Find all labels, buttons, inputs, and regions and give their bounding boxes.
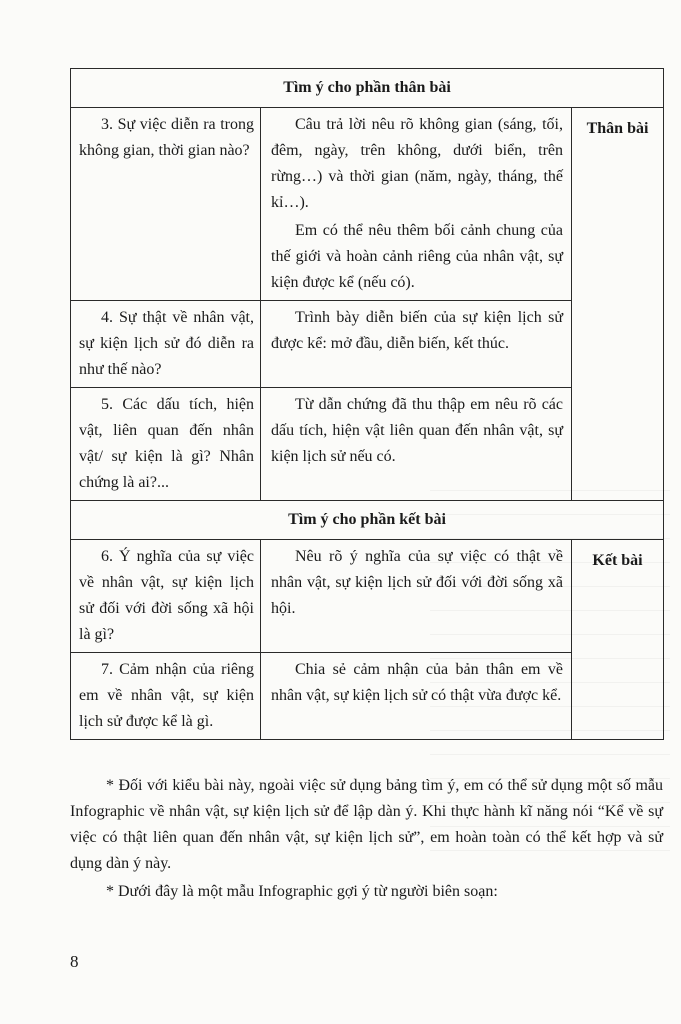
question-text: 5. Các dấu tích, hiện vật, liên quan đến nhân vật/ sự kiện là gì? Nhân chứng là ai?... — [79, 396, 254, 491]
answer-cell — [261, 388, 572, 501]
answer-cell — [261, 540, 572, 653]
answer-text: Câu trả lời nêu rõ không gian (sáng, tối, đêm, ngày, trên không, dưới biển, trên rừng…) và thời gian (năm, ngày, tháng, thế kỉ…). — [271, 116, 563, 211]
answer-text: Chia sẻ cảm nhận của bản thân em về nhân vật, sự kiện lịch sử có thật vừa được kể. — [271, 661, 563, 704]
page-number: 8 — [70, 952, 79, 971]
question-cell — [71, 301, 261, 388]
question-cell — [71, 388, 261, 501]
answer-text: Trình bày diễn biến của sự kiện lịch sử được kể: mở đầu, diễn biến, kết thúc. — [271, 309, 563, 352]
part-label-conclusion: Kết bài — [572, 540, 664, 740]
table-row — [71, 540, 664, 653]
section-header-row — [71, 69, 664, 108]
answer-cell — [261, 653, 572, 740]
answer-cell — [261, 108, 572, 301]
notes — [70, 773, 663, 905]
question-text: 6. Ý nghĩa của sự việc về nhân vật, sự kiện lịch sử đối với đời sống xã hội là gì? — [79, 548, 254, 643]
question-text: 7. Cảm nhận của riêng em về nhân vật, sự kiện lịch sử được kể là gì. — [79, 661, 254, 730]
note-paragraph: * Dưới đây là một mẫu Infographic gợi ý từ người biên soạn: — [106, 883, 498, 900]
question-text: 3. Sự việc diễn ra trong không gian, thời gian nào? — [79, 116, 254, 159]
part-label-body: Thân bài — [572, 108, 664, 501]
answer-text: Từ dẫn chứng đã thu thập em nêu rõ các dấu tích, hiện vật liên quan đến nhân vật, sự kiện lịch sử nếu có. — [271, 396, 563, 465]
question-cell — [71, 540, 261, 653]
question-text: 4. Sự thật về nhân vật, sự kiện lịch sử đó diễn ra như thế nào? — [79, 309, 254, 378]
section-header-row — [71, 501, 664, 540]
answer-text: Nêu rõ ý nghĩa của sự việc có thật về nhân vật, sự kiện lịch sử đối với đời sống xã hội. — [271, 548, 563, 617]
answer-text: Em có thể nêu thêm bối cảnh chung của thế giới và hoàn cảnh riêng của nhân vật, sự kiện được kể (nếu có). — [271, 222, 563, 291]
idea-finding-table — [70, 68, 664, 740]
question-cell — [71, 653, 261, 740]
body-section-title: Tìm ý cho phần thân bài — [71, 69, 664, 108]
conclusion-section-title: Tìm ý cho phần kết bài — [71, 501, 664, 540]
answer-cell — [261, 301, 572, 388]
question-cell — [71, 108, 261, 301]
note-paragraph: * Đối với kiểu bài này, ngoài việc sử dụng bảng tìm ý, em có thể sử dụng một số mẫu Infographic về nhân vật, sự kiện lịch sử để lập dàn ý. Khi thực hành kĩ năng nói “Kể về sự việc có thật liên quan đến nhân vật, sự kiện lịch sử”, em hoàn toàn có thể kết hợp và sử dụng dàn ý này. — [70, 777, 663, 872]
table-row — [71, 108, 664, 301]
